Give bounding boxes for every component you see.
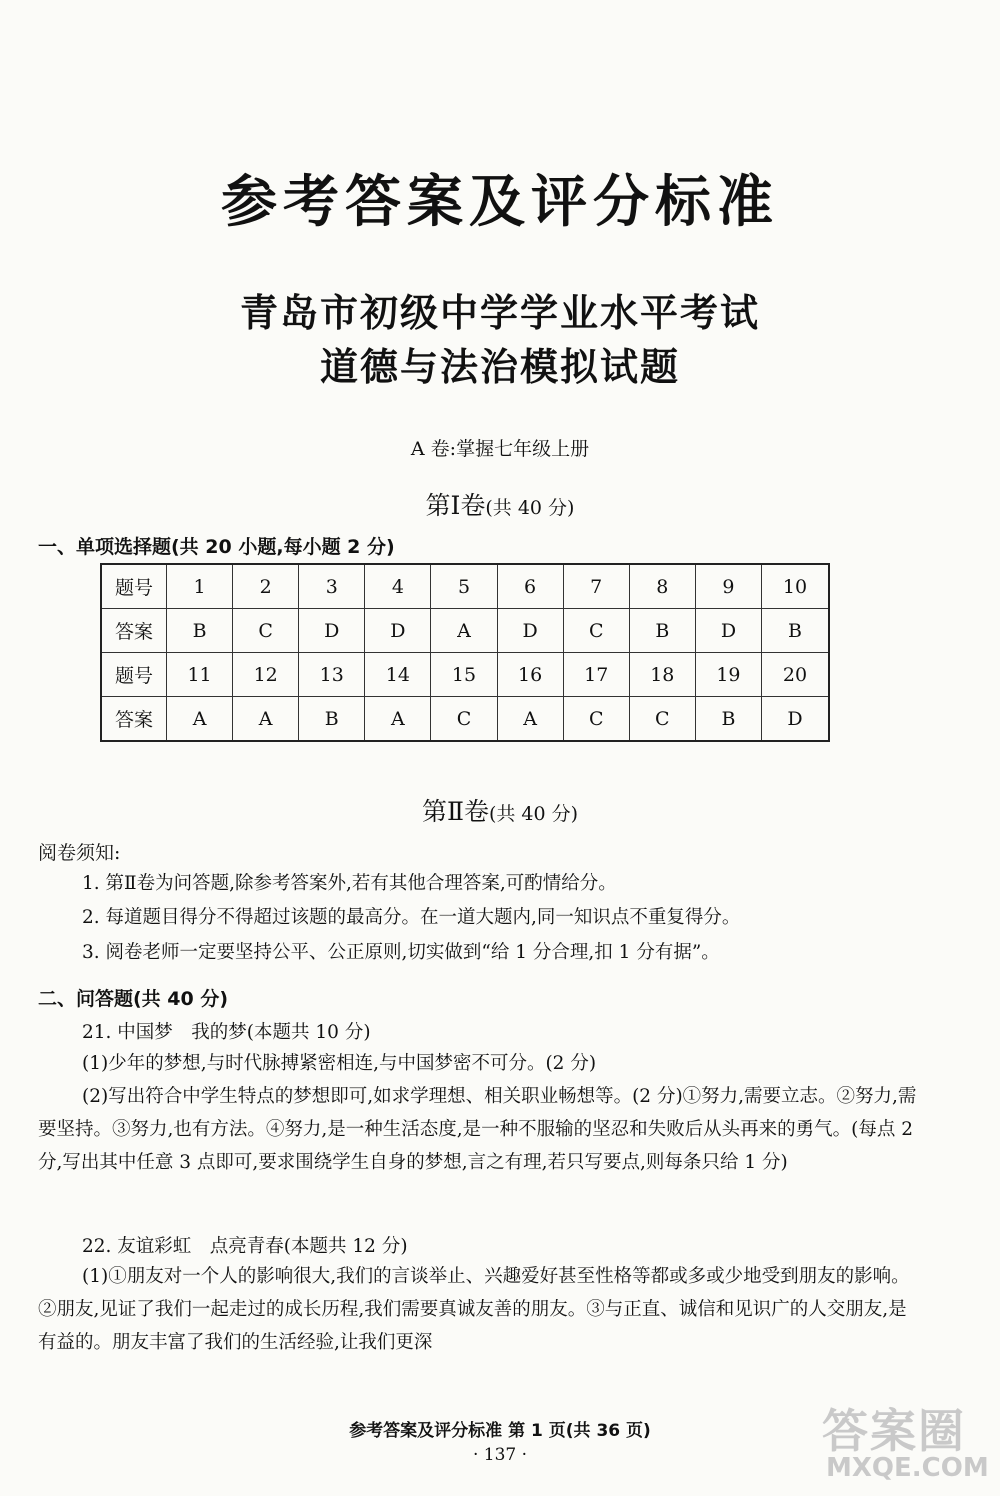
q22-title: 22. 友谊彩虹 点亮青春(本题共 12 分) xyxy=(82,1236,408,1257)
part2-heading xyxy=(0,792,1000,828)
answer-cell: A xyxy=(167,697,233,742)
exam-title-line-1: 青岛市初级中学学业水平考试 xyxy=(239,291,760,335)
question-number: 13 xyxy=(299,653,365,697)
table-row xyxy=(101,697,829,742)
answer-cell: A xyxy=(431,609,497,653)
question-number: 14 xyxy=(365,653,431,697)
question-number: 9 xyxy=(695,564,761,609)
answer-cell: C xyxy=(431,697,497,742)
notice-title: 阅卷须知: xyxy=(38,842,121,864)
question-number: 11 xyxy=(167,653,233,697)
part1-heading xyxy=(0,486,1000,522)
watermark-url: MXQE.COM xyxy=(826,1453,989,1483)
question-number: 2 xyxy=(233,564,299,609)
answer-table xyxy=(100,563,830,742)
table-row xyxy=(101,564,829,609)
answer-cell: B xyxy=(695,697,761,742)
question-number: 12 xyxy=(233,653,299,697)
table-row xyxy=(101,653,829,697)
notice-item: 3. 阅卷老师一定要坚持公平、公正原则,切实做到“给 1 分合理,扣 1 分有据”。 xyxy=(82,942,720,963)
question-number: 6 xyxy=(497,564,563,609)
row-label-answer: 答案 xyxy=(101,609,167,653)
main-title: 参考答案及评分标准 xyxy=(221,170,779,235)
notice-item: 2. 每道题目得分不得超过该题的最高分。在一道大题内,同一知识点不重复得分。 xyxy=(82,907,741,928)
part2-points: (共 40 分) xyxy=(488,803,579,825)
question-number: 17 xyxy=(563,653,629,697)
answer-cell: A xyxy=(497,697,563,742)
row-label-question: 题号 xyxy=(101,653,167,697)
question-number: 7 xyxy=(563,564,629,609)
table-row xyxy=(101,609,829,653)
part1-points: (共 40 分) xyxy=(485,497,575,519)
exam-title-line-2: 道德与法治模拟试题 xyxy=(319,345,680,389)
question-number: 15 xyxy=(431,653,497,697)
question-number: 8 xyxy=(629,564,695,609)
question-number: 3 xyxy=(299,564,365,609)
section1-title: 一、单项选择题(共 20 小题,每小题 2 分) xyxy=(38,536,395,558)
answer-cell: D xyxy=(695,609,761,653)
answer-cell: D xyxy=(365,609,431,653)
row-label-question: 题号 xyxy=(101,564,167,609)
question-number: 4 xyxy=(365,564,431,609)
volume-a-label: A 卷:掌握七年级上册 xyxy=(410,438,590,460)
answer-cell: A xyxy=(365,697,431,742)
part2-title: 第Ⅱ卷 xyxy=(421,797,489,826)
section2-title: 二、问答题(共 40 分) xyxy=(38,988,229,1010)
answer-cell: B xyxy=(629,609,695,653)
page-number: · 137 · xyxy=(472,1445,528,1465)
answer-cell: D xyxy=(299,609,365,653)
question-number: 18 xyxy=(629,653,695,697)
q21-part1: (1)少年的梦想,与时代脉搏紧密相连,与中国梦密不可分。(2 分) xyxy=(82,1053,597,1074)
answer-cell: C xyxy=(233,609,299,653)
q21-part2: (2)写出符合中学生特点的梦想即可,如求学理想、相关职业畅想等。(2 分)①努力,需要立志。②努力,需要坚持。③努力,也有方法。④努力,是一种生活态度,是一种不服输的坚忍和失败后从头再来的勇气。(每点 2 分,写出其中任意 3 点即可,要求围绕学生自身的梦想,言之有理,若只写要点,则每条只给 1 分) xyxy=(38,1086,917,1173)
question-number: 1 xyxy=(167,564,233,609)
answer-cell: D xyxy=(497,609,563,653)
page-footer: 参考答案及评分标准 第 1 页(共 36 页) xyxy=(349,1421,651,1441)
row-label-answer: 答案 xyxy=(101,697,167,742)
q22-part1: (1)①朋友对一个人的影响很大,我们的言谈举止、兴趣爱好甚至性格等都或多或少地受到朋友的影响。②朋友,见证了我们一起走过的成长历程,我们需要真诚友善的朋友。③与正直、诚信和见识广的人交朋友,是有益的。朋友丰富了我们的生活经验,让我们更深 xyxy=(38,1266,910,1353)
answer-cell: C xyxy=(563,609,629,653)
notice-item: 1. 第Ⅱ卷为问答题,除参考答案外,若有其他合理答案,可酌情给分。 xyxy=(82,873,617,894)
question-number: 5 xyxy=(431,564,497,609)
answer-cell: A xyxy=(233,697,299,742)
q21-title: 21. 中国梦 我的梦(本题共 10 分) xyxy=(82,1022,371,1043)
answer-cell: B xyxy=(167,609,233,653)
watermark-logo-text: 答案圈 xyxy=(822,1404,966,1458)
answer-cell: B xyxy=(761,609,829,653)
question-number: 20 xyxy=(761,653,829,697)
answer-cell: C xyxy=(629,697,695,742)
watermark-logo xyxy=(822,1395,992,1489)
question-number: 16 xyxy=(497,653,563,697)
question-number: 19 xyxy=(695,653,761,697)
answer-cell: B xyxy=(299,697,365,742)
part1-title: 第Ⅰ卷 xyxy=(425,491,486,520)
question-number: 10 xyxy=(761,564,829,609)
answer-cell: D xyxy=(761,697,829,742)
answer-cell: C xyxy=(563,697,629,742)
